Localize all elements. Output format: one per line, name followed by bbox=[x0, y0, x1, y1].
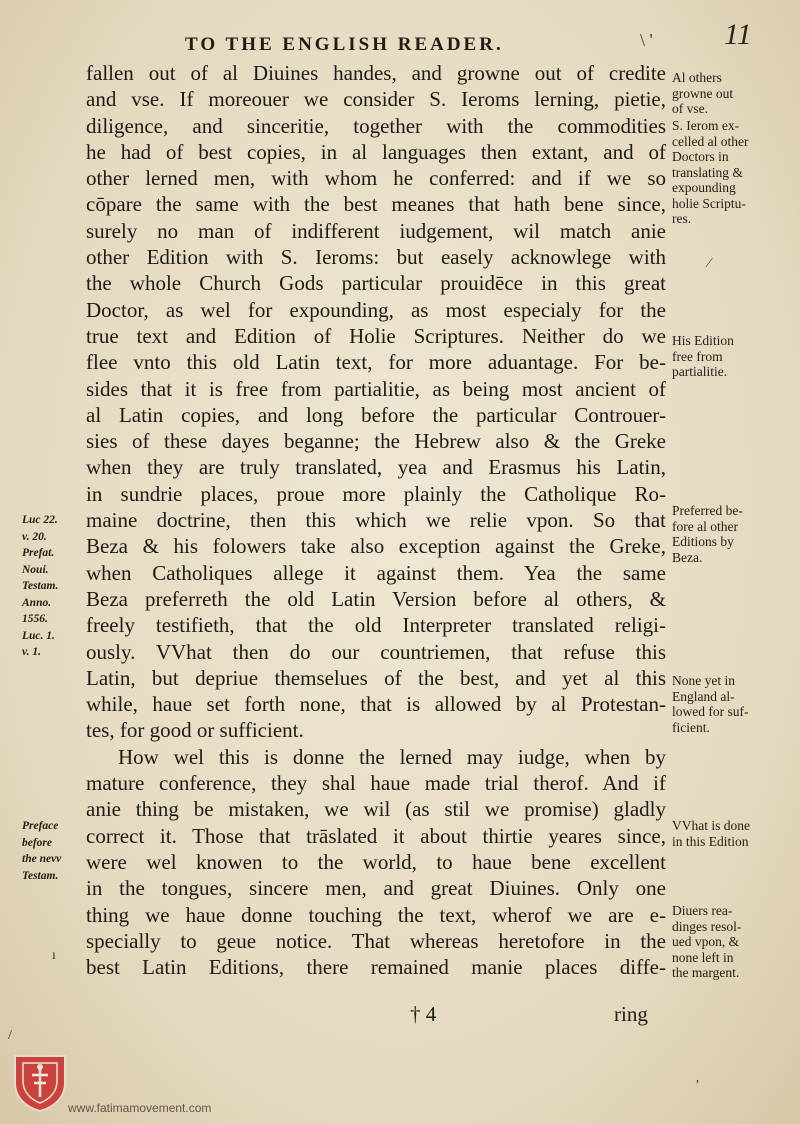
side-note-line: S. Ierom ex- bbox=[672, 118, 740, 133]
citation-line: before bbox=[22, 836, 53, 849]
header-mark: \ ' bbox=[640, 30, 653, 50]
catchword: ring bbox=[614, 1002, 648, 1026]
stray-mark: / bbox=[8, 1028, 12, 1043]
side-note-line: celled al other bbox=[672, 133, 749, 149]
signature-mark: † 4 bbox=[410, 1002, 437, 1026]
side-note-line: England al- bbox=[672, 688, 735, 704]
text-line: Latin, but depriue themselues of the best, and yet al this bbox=[86, 665, 666, 690]
text-line: al Latin copies, and long before the particular Controuer- bbox=[86, 402, 666, 427]
side-note-line: in this Edition bbox=[672, 833, 749, 849]
text-line: best Latin Editions, there remained manie places diffe- bbox=[86, 955, 666, 980]
side-note-line: of vse. bbox=[672, 101, 708, 116]
stray-mark: ⁄ bbox=[708, 256, 711, 271]
body-text bbox=[86, 60, 666, 980]
side-note-line: Beza. bbox=[672, 549, 703, 565]
text-line: true text and Edition of Holie Scriptures. Neither do we bbox=[86, 323, 666, 348]
citation-line: 1556. bbox=[22, 613, 48, 625]
side-note-line: fore al other bbox=[672, 518, 738, 534]
page-number: 11 bbox=[724, 18, 752, 51]
side-note-line: the margent. bbox=[672, 965, 740, 980]
text-line: How wel this is donne the lerned may iudge, when by bbox=[118, 744, 666, 769]
text-line: in the tongues, sincere men, and great Diuines. Only one bbox=[86, 876, 666, 901]
side-note-line: dinges resol- bbox=[672, 918, 742, 934]
text-line: fallen out of al Diuines handes, and growne out of credite bbox=[86, 61, 666, 85]
side-note-line: free from bbox=[672, 348, 723, 364]
citation-line: the nevv bbox=[22, 853, 62, 865]
text-line: thing we haue donne touching the text, wherof we are e- bbox=[86, 902, 666, 927]
text-line: and vse. If moreouer we consider S. Ieroms lerning, pietie, bbox=[86, 87, 666, 112]
text-line: were wel knowen to the world, to haue bene excellent bbox=[86, 849, 666, 874]
side-note-line: VVhat is done bbox=[672, 818, 750, 833]
text-line: ously. VVhat then do our countriemen, that refuse this bbox=[86, 639, 666, 664]
side-note-line: Editions by bbox=[672, 534, 734, 549]
side-note-line: translating & bbox=[672, 164, 743, 180]
text-line: sides that it is free from partialitie, as being most ancient of bbox=[86, 376, 666, 401]
text-line: mature conference, they shal haue made trial therof. And if bbox=[86, 771, 666, 796]
text-line: he had of best copies, in al languages then extant, and of bbox=[86, 139, 666, 164]
side-note bbox=[672, 70, 792, 117]
citation-line: v. 1. bbox=[22, 646, 42, 658]
text-line: diligence, and sinceritie, together with the commodities bbox=[86, 113, 666, 138]
citation-line: Testam. bbox=[22, 869, 59, 882]
side-note bbox=[672, 118, 792, 227]
margin-citation bbox=[22, 818, 82, 884]
side-note-line: Doctors in bbox=[672, 149, 729, 164]
text-line: Doctor, as wel for expounding, as most especialy for the bbox=[86, 297, 666, 322]
text-line: Beza preferreth the old Latin Version before al others, & bbox=[86, 586, 666, 611]
citation-line: v. 20. bbox=[22, 530, 47, 543]
citation-line: Luc 22. bbox=[22, 514, 58, 526]
side-note bbox=[672, 333, 792, 380]
citation-line: Luc. 1. bbox=[22, 629, 55, 642]
text-line: sies of these dayes beganne; the Hebrew also & the Greke bbox=[86, 429, 666, 454]
side-note bbox=[672, 818, 792, 849]
text-line: tes, for good or sufficient. bbox=[86, 718, 304, 743]
side-note-line: ued vpon, & bbox=[672, 934, 740, 949]
side-note bbox=[672, 903, 792, 981]
citation-line: Testam. bbox=[22, 580, 59, 592]
margin-citation bbox=[22, 512, 82, 661]
text-line: flee vnto this old Latin text, for more aduantage. For be- bbox=[86, 350, 666, 375]
text-line: Beza & his folowers take also exception against the Greke, bbox=[86, 534, 666, 559]
text-line: maine doctrine, then this which we relie vpon. So that bbox=[86, 508, 666, 533]
side-note-line: None yet in bbox=[672, 673, 735, 688]
side-note-line: Diuers rea- bbox=[672, 903, 733, 918]
text-line: when Catholiques allege it against them. Yea the same bbox=[86, 560, 666, 585]
text-line: other lerned men, with whom he conferred: and if we so bbox=[86, 166, 666, 191]
text-line: specially to geue notice. That whereas heretofore in the bbox=[86, 928, 666, 953]
text-line: surely no man of indifferent iudgement, wil match anie bbox=[86, 218, 666, 243]
running-title: TO THE ENGLISH READER. bbox=[185, 34, 504, 55]
text-line: freely testifieth, that the old Interpreter translated religi- bbox=[86, 613, 666, 638]
side-note-line: ficient. bbox=[672, 719, 710, 735]
side-note-line: expounding bbox=[672, 180, 736, 195]
side-note-line: Al others bbox=[672, 70, 722, 85]
side-note-line: His Edition bbox=[672, 333, 734, 348]
stray-mark: ʼ bbox=[695, 1078, 700, 1093]
side-note bbox=[672, 503, 792, 565]
side-note-line: res. bbox=[672, 211, 692, 226]
text-line: while, haue set forth none, that is allowed by al Protestan- bbox=[86, 692, 666, 717]
citation-line: Noui. bbox=[22, 563, 49, 576]
watermark-url[interactable]: www.fatimamovement.com bbox=[68, 1101, 212, 1115]
text-line: cōpare the same with the best meanes that hath bene since, bbox=[86, 192, 666, 217]
side-note-line: lowed for suf- bbox=[672, 704, 749, 719]
side-note-line: none left in bbox=[672, 949, 734, 965]
side-note-line: partialitie. bbox=[672, 364, 728, 379]
side-note bbox=[672, 673, 792, 735]
side-note-line: Preferred be- bbox=[672, 503, 743, 518]
citation-line: Preface bbox=[22, 820, 59, 832]
citation-line: Anno. bbox=[22, 596, 52, 609]
text-line: other Edition with S. Ieroms: but easely acknowlege with bbox=[86, 245, 666, 270]
text-line: the whole Church Gods particular prouidēce in this great bbox=[86, 271, 666, 296]
side-note-line: growne out bbox=[672, 85, 734, 101]
fatima-shield-logo[interactable] bbox=[12, 1053, 68, 1113]
text-line: when they are truly translated, yea and Erasmus his Latin, bbox=[86, 455, 666, 480]
citation-line: Prefat. bbox=[22, 547, 55, 559]
side-note-line: holie Scriptu- bbox=[672, 195, 746, 211]
text-line: correct it. Those that trāslated it about thirtie yeares since, bbox=[86, 823, 666, 848]
text-line: in sundrie places, proue more plainly the Catholique Ro- bbox=[86, 481, 666, 506]
text-line: anie thing be mistaken, we wil (as stil we promise) gladly bbox=[86, 797, 666, 822]
stray-mark: ı bbox=[52, 948, 56, 963]
